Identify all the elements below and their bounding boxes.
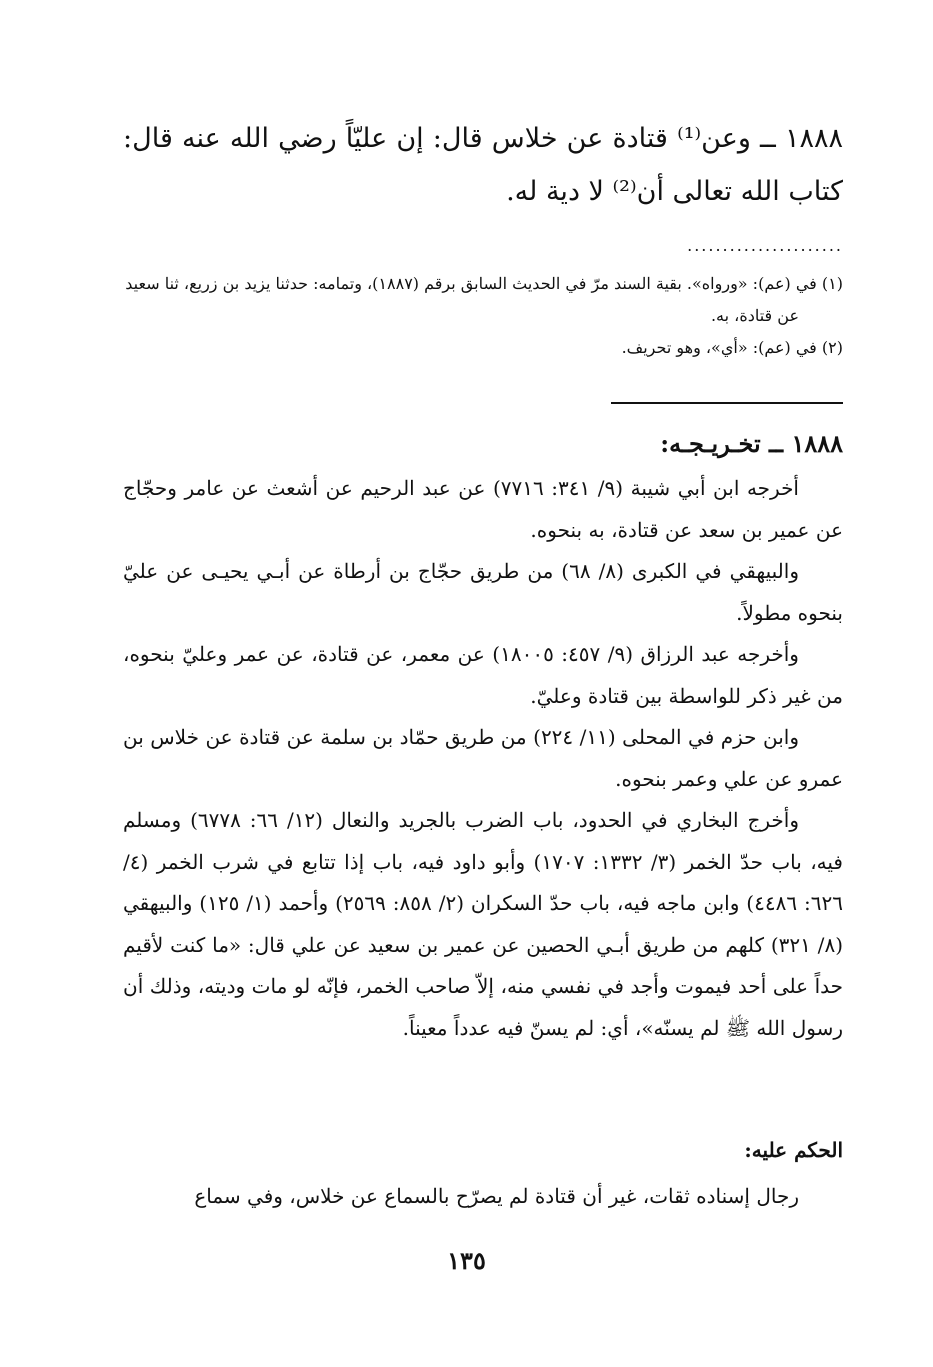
footnotes <box>123 268 843 364</box>
takhrij-body <box>123 468 843 1049</box>
takhrij-paragraph-2: والبيهقي في الكبرى (٨/ ٦٨) من طريق حجّاج بن أرطاة عن أبـي يحيـى عن عليّ بنحوه مطولاً. <box>123 559 843 625</box>
takhrij-paragraph-3: وأخرجه عبد الرزاق (٩/ ٤٥٧: ١٨٠٠٥) عن معمر، عن قتادة، عن عمر وعليّ بنحوه، من غير ذكر للواسطة بين قتادة وعليّ. <box>123 642 843 708</box>
takhrij-heading: ١٨٨٨ ــ تخـريـجـه: <box>660 429 843 458</box>
hukm-text: رجال إسناده ثقات، غير أن قتادة لم يصرّح بالسماع عن خلاس، وفي سماع <box>194 1184 799 1208</box>
footnote-2: (٢) في (عم): «أي»، وهو تحريف. <box>621 338 843 357</box>
section-divider <box>611 402 843 404</box>
page-number: ١٣٥ <box>447 1246 486 1275</box>
footnote-1: (١) في (عم): «ورواه». بقية السند مرّ في الحديث السابق برقم (١٨٨٧)، وتمامه: حدثنا يزيد بن زريع، ثنا سعيد عن قتادة، به. <box>125 274 843 325</box>
takhrij-paragraph-1: أخرجه ابن أبي شيبة (٩/ ٣٤١: ٧٧١٦) عن عبد الرحيم عن أشعث عن عامر وحجّاج عن عمير بن سعد عن قتادة، به بنحوه. <box>123 476 843 542</box>
takhrij-paragraph-4: وابن حزم في المحلى (١١/ ٢٢٤) من طريق حمّاد بن سلمة عن قتادة عن خلاس بن عمرو عن علي وعمر بنحوه. <box>123 725 843 791</box>
footnote-separator-dots: ...................... <box>687 236 843 255</box>
hukm-heading: الحكم عليه: <box>744 1138 843 1162</box>
takhrij-paragraph-5: وأخرج البخاري في الحدود، باب الضرب بالجريد والنعال (١٢/ ٦٦: ٦٧٧٨) ومسلم فيه، باب حدّ الخمر (٣/ ١٣٣٢: ١٧٠٧) وأبو داود فيه، باب إذا تتابع في شرب الخمر (٤/ ٦٢٦: ٤٤٨٦) وابن ماجه فيه، باب حدّ السكران (٢/ ٨٥٨: ٢٥٦٩) وأحمد (١/ ١٢٥) والبيهقي (٨/ ٣٢١) كلهم من طريق أبـي الحصين عن عمير بن سعيد عن علي قال: «ما كنت لأقيم حداً على أحد فيموت وأجد في نفسي منه، إلاّ صاحب الخمر، فإنّه لو مات وديته، وذلك أن رسول الله ﷺ لم يسنّه»، أي: لم يسنّ فيه عدداً معيناً. <box>123 808 843 1040</box>
hadith-text: ١٨٨٨ ــ وعن⁽¹⁾ قتادة عن خلاس قال: إن عليّاً رضي الله عنه قال: كتاب الله تعالى أن⁽²⁾ لا دية له. <box>123 123 843 207</box>
hukm-body <box>123 1176 843 1218</box>
